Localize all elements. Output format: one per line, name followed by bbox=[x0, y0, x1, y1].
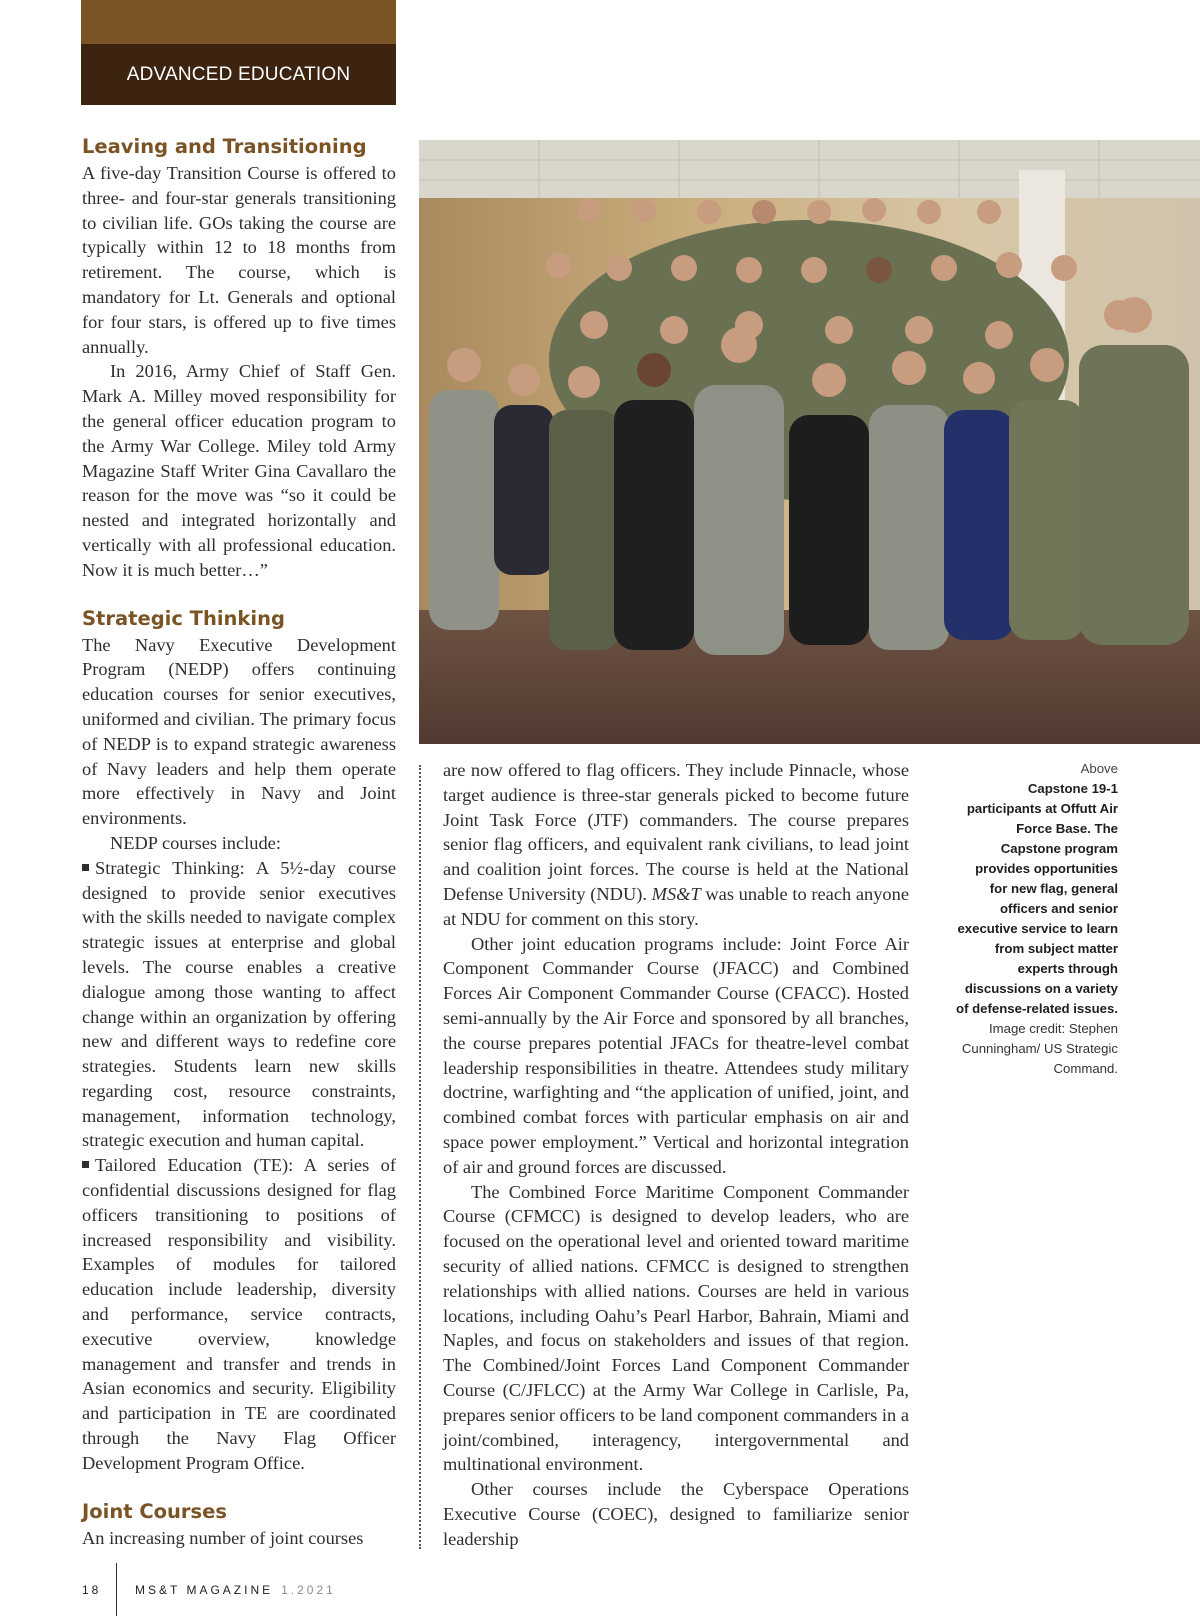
text-emphasis: MS&T bbox=[651, 883, 701, 904]
footer-divider bbox=[116, 1563, 117, 1616]
text-run: are now offered to flag officers. They include Pinnacle, whose target audience is three-star generals picked to become future Joint Task Force (JTF) commanders. The course prepares senior flag officers, and equivalent rank civilians, to lead joint and coalition joint forces. The course is held at the National Defense University (NDU). bbox=[443, 760, 909, 904]
issue-number: 1.2021 bbox=[281, 1583, 336, 1597]
bullet-square-icon bbox=[82, 864, 89, 871]
bullet-text: Strategic Thinking: A 5½-day course designed to provide senior executives with the skills needed to navigate complex strategic issues at enterprise and global levels. The course enables a creative dialogue among those wanting to affect change within an organization by offering new and different ways to redefine core strategies. Students learn new skills regarding cost, resource constraints, management, information technology, strategic execution and human capital. bbox=[82, 857, 396, 1151]
group-photo bbox=[419, 140, 1200, 744]
heading-joint-courses: Joint Courses bbox=[82, 1499, 227, 1523]
heading-strategic-thinking: Strategic Thinking bbox=[82, 606, 285, 630]
photo-caption bbox=[955, 759, 1118, 1079]
section-tab bbox=[81, 0, 396, 105]
caption-label: Above bbox=[1080, 761, 1118, 776]
paragraph: The Navy Executive Development Program (NEDP) offers continuing education courses for senior executives, uniformed and civilian. The primary focus of NEDP is to expand strategic awareness of Navy leaders and help them operate more effectively in Navy and Joint environments. bbox=[82, 634, 396, 829]
bullet-item bbox=[82, 1153, 396, 1475]
middle-column bbox=[443, 758, 909, 1552]
paragraph: A five-day Transition Course is offered to three- and four-star generals transitioning to civilian life. GOs taking the course are typically within 12 to 18 months from retirement. The course, which is mandatory for Lt. Generals and optional for four stars, is offered up to five times annually. bbox=[82, 163, 396, 357]
caption-credit: Image credit: Stephen Cunningham/ US Strategic Command. bbox=[961, 1021, 1118, 1076]
paragraph: NEDP courses include: bbox=[110, 832, 281, 853]
bullet-text: Tailored Education (TE): A series of confidential discussions designed for flag officers transitioning to positions of increased responsibility and visibility. Examples of modules for tailored education include leadership, diversity and performance, service contracts, executive overview, knowledge management and transfer and trends in Asian economics and security. Eligibility and participation in TE are coordinated through the Navy Flag Officer Development Program Office. bbox=[82, 1155, 396, 1473]
section-tab-label: ADVANCED EDUCATION bbox=[81, 44, 396, 105]
paragraph: An increasing number of joint courses bbox=[82, 1527, 364, 1548]
left-column bbox=[82, 133, 396, 1550]
text-run: was unable to reach anyone at NDU for comment on this story. bbox=[443, 883, 909, 929]
bullet-item bbox=[82, 856, 396, 1154]
section-tab-accent bbox=[81, 0, 396, 44]
paragraph: In 2016, Army Chief of Staff Gen. Mark A. Milley moved responsibility for the general officer education program to the Army War College. Miley told Army Magazine Staff Writer Gina Cavallaro the reason for the move was “so it could be nested and integrated horizontally and vertically with all professional education. Now it is much better…” bbox=[82, 361, 396, 580]
heading-leaving-transitioning: Leaving and Transitioning bbox=[82, 135, 367, 158]
magazine-name: MS&T MAGAZINE bbox=[135, 1583, 274, 1597]
caption-body: Capstone 19-1 participants at Offutt Air Force Base. The Capstone program provides opportunities for new flag, general officers and senior executive service to learn from subject matter experts through discussions on a variety of defense-related issues. bbox=[956, 781, 1118, 1016]
bullet-square-icon bbox=[82, 1161, 89, 1168]
page-footer bbox=[82, 1563, 336, 1616]
paragraph: Other courses include the Cyberspace Operations Executive Course (COEC), designed to familiarize senior leadership bbox=[443, 1479, 909, 1549]
paragraph: Other joint education programs include: Joint Force Air Component Commander Course (JFACC) and Combined Forces Air Component Commander Course (CFACC). Hosted semi-annually by the Air Force and sponsored by all branches, the course prepares potential JFACs for theatre-level combat leadership responsibilities in theatre. Attendees study military doctrine, warfighting and “the application of unified, joint, and combined combat forces with particular emphasis on air and space power employment.” Vertical and horizontal integration of air and ground forces are discussed. bbox=[443, 933, 909, 1177]
column-divider bbox=[419, 765, 421, 1549]
paragraph: The Combined Force Maritime Component Commander Course (CFMCC) is designed to develop leaders, who are focused on the operational level and oriented toward maritime security of allied nations. CFMCC is designed to strengthen relationships with allied nations. Courses are held in various locations, including Oahu’s Pearl Harbor, Bahrain, Miami and Naples, and focus on stakeholders and issues of that region. The Combined/Joint Forces Land Component Commander Course (C/JFLCC) at the Army War College in Carlisle, Pa, prepares senior officers to be land component commanders in a joint/combined, interagency, intergovernmental and multinational environment. bbox=[443, 1181, 909, 1475]
group-photo-illustration bbox=[419, 140, 1200, 744]
paragraph bbox=[443, 758, 909, 932]
page-number: 18 bbox=[82, 1583, 102, 1597]
